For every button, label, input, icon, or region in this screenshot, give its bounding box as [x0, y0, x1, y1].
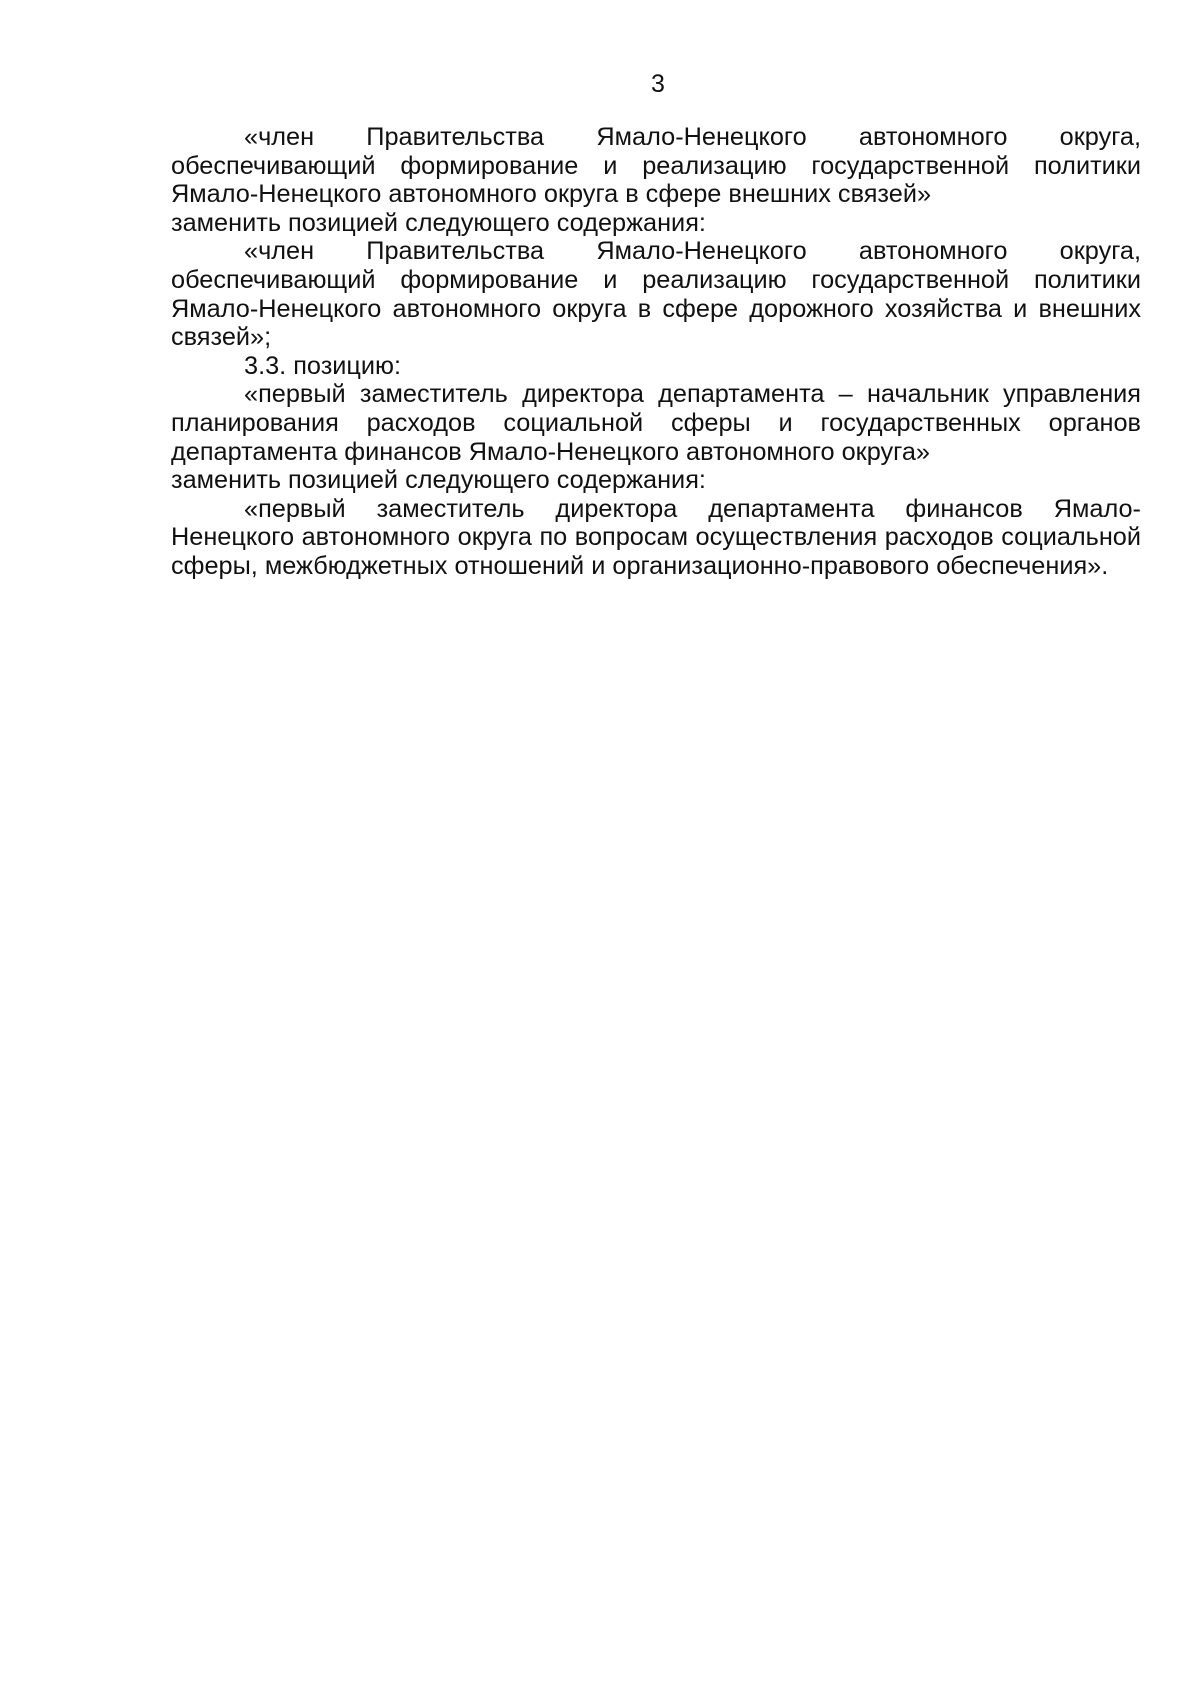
- paragraph-replace-instruction: заменить позицией следующего содержания:: [171, 208, 706, 237]
- paragraph-replace-instruction-2: заменить позицией следующего содержания:: [171, 466, 706, 495]
- paragraph-new-position-road-and-external-relations: «член Правительства Ямало-Ненецкого автономного округа, обеспечивающий формирование и реализацию государственной политики Ямало-Ненецкого автономного округа в сфере дорожного хозяйства и внешних связей»;: [171, 237, 1141, 352]
- paragraph-item-3-3: 3.3. позицию:: [244, 351, 402, 380]
- document-body: [171, 123, 1141, 581]
- paragraph-new-position-first-deputy: «первый заместитель директора департамента финансов Ямало-Ненецкого автономного округа по вопросам осуществления расходов социальной сферы, межбюджетных отношений и организационно-правового обеспечения».: [171, 494, 1141, 580]
- page-number: 3: [651, 70, 665, 98]
- paragraph-current-position-first-deputy: «первый заместитель директора департамента – начальник управления планирования расходов социальной сферы и государственных органов департамента финансов Ямало-Ненецкого автономного округа»: [171, 380, 1141, 466]
- paragraph-current-position-external-relations: «член Правительства Ямало-Ненецкого автономного округа, обеспечивающий формирование и реализацию государственной политики Ямало-Ненецкого автономного округа в сфере внешних связей»: [171, 123, 1141, 209]
